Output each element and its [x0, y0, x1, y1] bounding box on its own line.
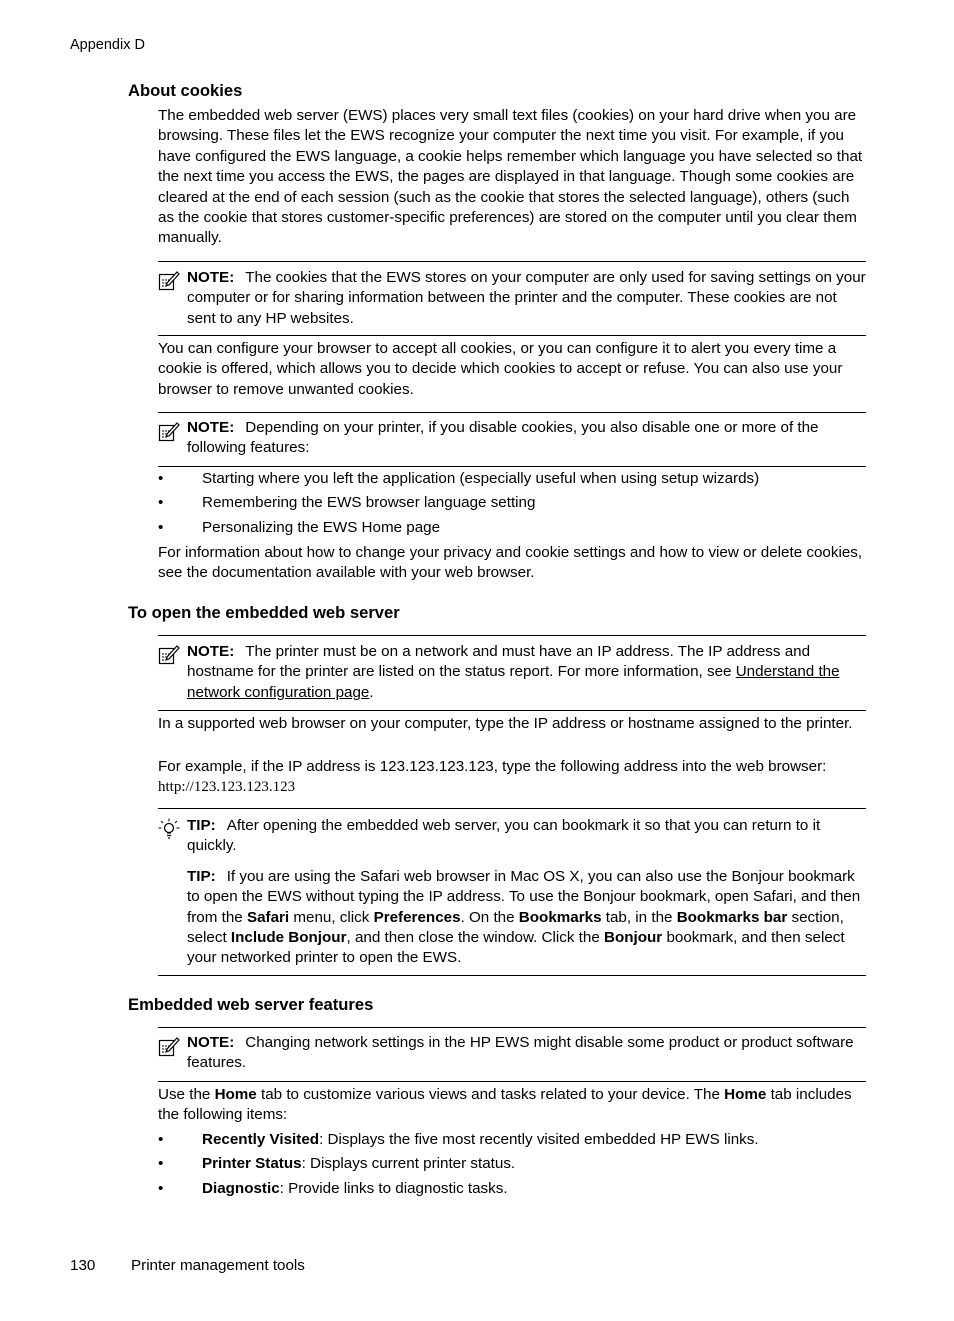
tip-body: menu, click — [289, 908, 374, 926]
para-text: tab to customize various views and tasks related to your device. The — [256, 1086, 725, 1103]
ui-term-preferences: Preferences — [373, 908, 461, 926]
list-item — [158, 493, 866, 513]
list-item — [158, 518, 866, 538]
heading-open-ews: To open the embedded web server — [128, 603, 400, 622]
note-pencil-icon — [158, 270, 180, 292]
item-term: Printer Status — [202, 1155, 302, 1173]
ui-term-safari: Safari — [246, 908, 290, 926]
note-label: NOTE: — [187, 643, 235, 660]
network-config-page-link[interactable]: Understand the network configuration page — [187, 663, 840, 701]
note-label: NOTE: — [187, 269, 235, 286]
tip-label: TIP: — [187, 867, 216, 885]
cookies-paragraph-2: You can configure your browser to accept all cookies, or you can configure it to alert you every time a cookie is offered, which allows you to decide which cookies to accept or refuse. You can also use your browser to remove unwanted cookies. — [158, 340, 843, 398]
bullet-icon: • — [158, 1131, 164, 1148]
note-text — [187, 418, 866, 459]
open-ews-paragraph-2 — [158, 757, 866, 798]
note-network-settings — [158, 1027, 866, 1082]
item-desc: : Displays current printer status. — [301, 1155, 516, 1173]
note-body: The printer must be on a network and must have an IP address. The IP address and hostname for the printer are listed on the status report. For more information, see — [187, 643, 811, 681]
note-body: Depending on your printer, if you disable cookies, you also disable one or more of the following features: — [187, 419, 819, 457]
para-text: tab includes the following items: — [158, 1086, 852, 1124]
note-pencil-icon — [158, 1036, 180, 1058]
note-disable-cookies — [158, 412, 866, 467]
tip-body: section, select — [187, 908, 844, 947]
list-item — [158, 1154, 866, 1174]
footer-section-title: Printer management tools — [131, 1257, 305, 1274]
para-text: Use the — [158, 1086, 215, 1103]
ui-term-bookmarks: Bookmarks — [518, 908, 602, 926]
ui-term-bookmarks-bar: Bookmarks bar — [676, 908, 788, 926]
list-item-text: Personalizing the EWS Home page — [202, 518, 441, 536]
note-text — [187, 642, 866, 703]
bullet-icon: • — [158, 518, 164, 536]
note-pencil-icon — [158, 421, 180, 443]
item-desc: : Provide links to diagnostic tasks. — [279, 1179, 508, 1197]
example-url: http://123.123.123.123 — [158, 779, 296, 796]
open-ews-example-text: For example, if the IP address is 123.123.123.123, type the following address into the web browser: — [158, 758, 827, 775]
bullet-icon: • — [158, 1155, 164, 1173]
tip-body: After opening the embedded web server, you can bookmark it so that you can return to it quickly. — [187, 817, 821, 855]
tip-body: tab, in the — [601, 908, 677, 926]
tip-body: , and then close the window. Click the — [346, 929, 604, 947]
note-text — [187, 268, 866, 329]
tips-box — [158, 808, 866, 976]
note-body: Changing network settings in the HP EWS might disable some product or product software features. — [187, 1034, 854, 1072]
note-body: The cookies that the EWS stores on your computer are only used for saving settings on your computer or for sharing information between the printer and the computer. These cookies are not sent to any HP websites. — [187, 269, 866, 327]
note-end-punct: . — [369, 683, 374, 701]
cookies-paragraph-1: The embedded web server (EWS) places very small text files (cookies) on your hard drive when you are browsing. These files let the EWS recognize your computer the next time you visit. For example, if you have configured the EWS language, a cookie helps remember which language you have selected so that the next time you access the EWS, the pages are displayed in that language. Though some cookies are cleared at the end of each session (such as the cookie that stores the selected language), others (such as the cookie that stores customer-specific preferences) are stored on the computer until you clear them manually. — [158, 107, 863, 247]
tip-label: TIP: — [187, 817, 216, 834]
note-network-required — [158, 635, 866, 711]
note-text — [187, 1033, 866, 1074]
lightbulb-icon — [158, 818, 180, 840]
open-ews-paragraph-1: In a supported web browser on your computer, type the IP address or hostname assigned to the printer. — [158, 715, 853, 732]
note-label: NOTE: — [187, 1034, 235, 1051]
item-term: Recently Visited — [202, 1131, 320, 1148]
item-desc: : Displays the five most recently visited embedded HP EWS links. — [319, 1131, 759, 1148]
list-item — [158, 1179, 866, 1199]
features-paragraph-1 — [158, 1085, 866, 1126]
ui-term-bonjour: Bonjour — [604, 929, 663, 947]
tip-body: bookmark, and then select your networked printer to open the EWS. — [187, 929, 845, 967]
heading-about-cookies: About cookies — [128, 81, 243, 100]
note-pencil-icon — [158, 644, 180, 666]
item-term: Diagnostic — [202, 1179, 280, 1197]
bullet-icon: • — [158, 494, 164, 512]
list-item — [158, 469, 866, 489]
bullet-icon: • — [158, 470, 164, 487]
list-item — [158, 1130, 866, 1150]
list-item-text: Starting where you left the application (especially useful when using setup wizards) — [202, 470, 760, 487]
home-tab-items-list — [158, 1130, 866, 1199]
ui-term-include-bonjour: Include Bonjour — [230, 929, 347, 947]
page-number: 130 — [70, 1257, 96, 1274]
note-cookies-storage — [158, 261, 866, 336]
bullet-icon: • — [158, 1179, 164, 1197]
cookies-paragraph-3: For information about how to change your privacy and cookie settings and how to view or delete cookies, see the documentation available with your web browser. — [158, 544, 863, 582]
ui-term-home: Home — [214, 1086, 257, 1103]
disabled-features-list — [158, 469, 866, 538]
list-item-text: Remembering the EWS browser language setting — [202, 494, 536, 512]
tip-2 — [187, 867, 866, 969]
note-label: NOTE: — [187, 419, 235, 436]
tip-body: If you are using the Safari web browser in Mac OS X, you can also use the Bonjour bookmark to open the EWS without typing the IP address. To use the Bonjour bookmark, open Safari, and then from the — [187, 867, 861, 926]
tip-1 — [187, 816, 866, 857]
tip-body: . On the — [460, 908, 519, 926]
heading-ews-features: Embedded web server features — [128, 995, 374, 1014]
running-head: Appendix D — [70, 37, 145, 53]
ui-term-home: Home — [724, 1086, 767, 1103]
